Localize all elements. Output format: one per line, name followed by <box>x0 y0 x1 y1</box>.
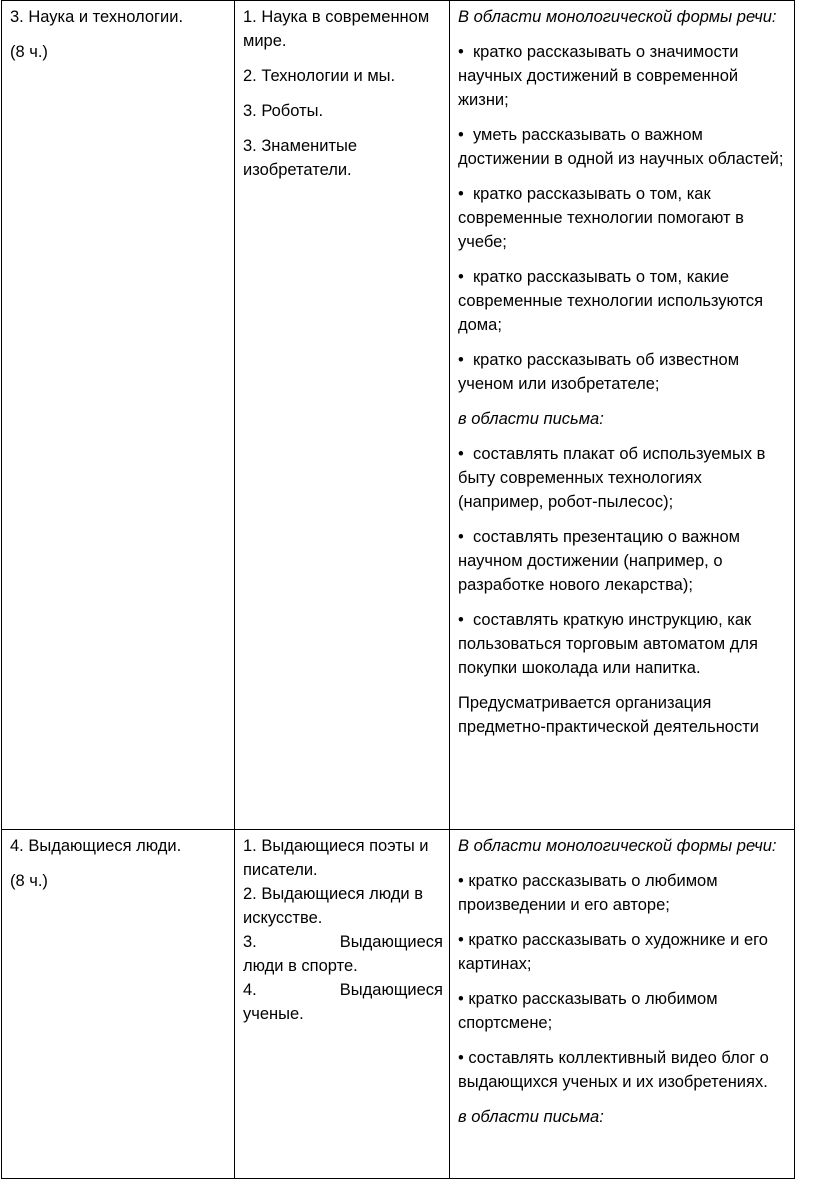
subtopic-item: 3. Знаменитые изобретатели. <box>243 137 358 179</box>
topic-cell <box>2 830 235 1179</box>
skill-item: • составлять презентацию о важном научном достижении (например, о разработке нового лекарства); <box>458 525 788 597</box>
monologue-heading: В области монологической формы речи: <box>458 837 777 855</box>
skill-item: • кратко рассказывать о художнике и его картинах; <box>458 931 768 973</box>
skill-item: • кратко рассказывать о любимом произведении и его авторе; <box>458 872 718 914</box>
curriculum-table <box>1 0 795 1179</box>
subtopics-cell <box>235 1 450 830</box>
activity-note: Предусматривается организация предметно-практической деятельности <box>458 694 760 736</box>
table-row <box>2 1 795 830</box>
skill-item: • составлять краткую инструкцию, как пользоваться торговым автоматом для покупки шоколада или напитка. <box>458 608 788 680</box>
subtopic-item <box>243 978 443 1002</box>
skill-item: • кратко рассказывать о значимости научных достижений в современной жизни; <box>458 40 788 112</box>
subtopic-item-continued: ученые. <box>243 1005 304 1023</box>
skills-cell <box>450 1 795 830</box>
monologue-heading: В области монологической формы речи: <box>458 8 777 26</box>
topic-hours: (8 ч.) <box>10 872 48 890</box>
skill-item: • кратко рассказывать об известном ученом или изобретателе; <box>458 348 788 396</box>
subtopics-cell <box>235 830 450 1179</box>
subtopic-item: 2. Технологии и мы. <box>243 67 396 85</box>
skill-item: • составлять коллективный видео блог о выдающихся ученых и их изобретениях. <box>458 1049 769 1091</box>
writing-heading: в области письма: <box>458 1108 604 1126</box>
table-row <box>2 830 795 1179</box>
topic-title: 3. Наука и технологии. <box>10 8 184 26</box>
subtopic-item: 2. Выдающиеся люди в искусстве. <box>243 885 423 927</box>
skill-item: • кратко рассказывать о том, как современные технологии помогают в учебе; <box>458 182 788 254</box>
subtopic-word: Выдающиеся <box>339 981 443 999</box>
subtopic-item <box>243 930 443 954</box>
writing-heading: в области письма: <box>458 410 604 428</box>
subtopic-item-continued: люди в спорте. <box>243 957 358 975</box>
subtopic-number: 3. <box>243 933 257 951</box>
subtopic-item: 1. Выдающиеся поэты и писатели. <box>243 837 429 879</box>
skill-item: • уметь рассказывать о важном достижении в одной из научных областей; <box>458 123 788 171</box>
skills-cell <box>450 830 795 1179</box>
topic-hours: (8 ч.) <box>10 43 48 61</box>
topic-cell <box>2 1 235 830</box>
subtopic-item: 3. Роботы. <box>243 102 324 120</box>
topic-title: 4. Выдающиеся люди. <box>10 837 182 855</box>
skill-item: • кратко рассказывать о любимом спортсмене; <box>458 990 718 1032</box>
subtopic-word: Выдающиеся <box>339 933 443 951</box>
skill-item: • составлять плакат об используемых в быту современных технологиях (например, робот-пылесос); <box>458 442 788 514</box>
skill-item: • кратко рассказывать о том, какие современные технологии используются дома; <box>458 265 788 337</box>
subtopic-item: 1. Наука в современном мире. <box>243 8 430 50</box>
subtopic-number: 4. <box>243 981 257 999</box>
